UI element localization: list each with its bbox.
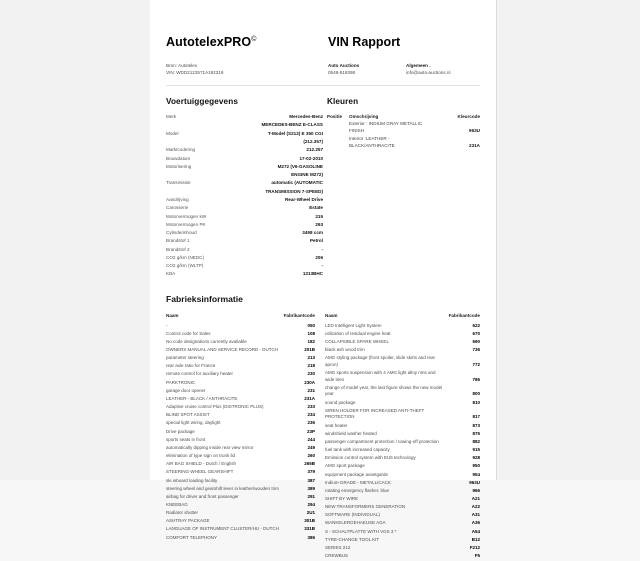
factory-left-header-row [166, 313, 315, 323]
factory-right-column [323, 313, 480, 561]
factory-right-head [325, 313, 480, 323]
vehicle-row [166, 197, 323, 205]
factory-row [166, 469, 315, 477]
factory-left-body [166, 323, 315, 543]
vehicle-row-value: TRANSMISSION 7-SPEED) [265, 188, 323, 194]
auction-phone: 0548-516398 [328, 70, 356, 76]
factory-row [166, 510, 315, 518]
factory-row-code: 249 [307, 444, 315, 450]
colors-header-row [327, 114, 480, 119]
header-divider [166, 85, 480, 86]
factory-row-code: A22 [471, 504, 480, 510]
factory-row [166, 535, 315, 543]
factory-row-name: OWNERS MANUAL AND SERVICE RECORD - DUTCH [166, 347, 279, 353]
factory-row-name: steering wheel and gearshift lever in leather/wooden trim [166, 485, 279, 491]
vehicle-row [166, 164, 323, 172]
factory-row [166, 347, 315, 355]
vehicle-row-value: Estate [309, 205, 323, 211]
vehicle-row [166, 230, 323, 238]
factory-row-name: ski inboard loading facility [166, 477, 218, 483]
factory-row-code: 736 [472, 347, 480, 353]
factory-row-name: - [166, 322, 168, 328]
vehicle-row-value: 3498 ccm [302, 230, 323, 236]
factory-row-name: TYRE-CHANGE TOOL KIT [325, 536, 380, 542]
general-email: info@auto-auctions.nl [406, 70, 451, 76]
factory-row-code: 231A [304, 395, 315, 401]
vehicle-row-key: Aandrijving [166, 196, 189, 202]
vehicle-row-key: CO2 g/km (NEDC) [166, 254, 205, 260]
factory-row-code: 772 [472, 361, 480, 367]
factory-row-code: 294 [307, 501, 315, 507]
factory-row-code: 2U1 [306, 510, 315, 516]
factory-left-head [166, 313, 315, 323]
factory-row-name: change of model year, the last figure shows the new model year [325, 384, 443, 397]
factory-row-code: 301B [304, 518, 315, 524]
factory-section-title: Fabrieksinformatie [166, 293, 243, 304]
vehicle-row-key [166, 122, 228, 130]
factory-row-code: A31 [471, 512, 480, 518]
factory-row-code: F212 [469, 544, 480, 550]
factory-row [166, 502, 315, 510]
factory-row-name: black ash wood trim [325, 347, 365, 353]
factory-row-code: 882 [472, 438, 480, 444]
factory-row [325, 347, 480, 355]
factory-row-code: 915 [472, 447, 480, 453]
color-position [327, 136, 349, 150]
colors-section-title: Kleuren [327, 97, 359, 107]
factory-row [325, 370, 480, 385]
factory-row-code: 873 [472, 422, 480, 428]
factory-row-name: AMG sport package [325, 463, 365, 469]
factory-row-code: 218 [307, 363, 315, 369]
factory-row [325, 400, 480, 408]
factory-row [325, 339, 480, 347]
vehicle-table-body [166, 114, 323, 280]
factory-row [325, 545, 480, 553]
vehicle-row-value: Rear-Wheel Drive [284, 196, 323, 202]
factory-row-name: sound package [325, 399, 356, 405]
factory-row-code: F5 [474, 553, 480, 559]
vehicle-row-key: Brandstof 2 [166, 246, 190, 252]
factory-row-name: fuel tank with increased capacity [325, 447, 390, 453]
factory-row [166, 388, 315, 396]
factory-row-name: LEATHER - BLACK / ANTHRACITE [166, 395, 238, 401]
factory-row [166, 323, 315, 331]
general-info [406, 62, 480, 76]
factory-row-code: A36 [471, 520, 480, 526]
factory-row [325, 455, 480, 463]
factory-row [325, 463, 480, 471]
factory-row [166, 420, 315, 428]
vehicle-row-value: ENGINE M272) [291, 172, 323, 178]
colors-header-code: Kleurcode [457, 114, 480, 120]
vehicle-row-value: 293 [315, 221, 323, 227]
color-code: 963U [469, 128, 480, 134]
factory-row-name: rear axle ratio for France [166, 363, 216, 369]
factory-row-code: 234 [307, 412, 315, 418]
factory-row [325, 496, 480, 504]
factory-row [325, 480, 480, 488]
color-position [327, 121, 349, 135]
colors-header-description: Omschrijving [349, 114, 379, 120]
factory-row-name: SERIES 212 [325, 544, 351, 550]
colors-rows [327, 121, 480, 150]
factory-row [325, 439, 480, 447]
factory-row-code: 23P [306, 428, 315, 434]
factory-right-body [325, 323, 480, 561]
factory-row [166, 478, 315, 486]
factory-row-code: 817 [472, 414, 480, 420]
vehicle-row-value: 212.257 [306, 147, 323, 153]
factory-row [325, 408, 480, 423]
report-header [166, 36, 480, 50]
factory-row-code: A21 [471, 495, 480, 501]
upper-sections [166, 97, 480, 280]
factory-row-code: 928 [472, 455, 480, 461]
vehicle-section [166, 97, 327, 280]
colors-section [327, 97, 480, 280]
factory-row-name: Indium-GRADE - METALLICACK [325, 479, 391, 485]
factory-row [166, 371, 315, 379]
factory-row-code: B12 [471, 536, 480, 542]
factory-row-name: sports seats in front [166, 436, 206, 442]
vehicle-row-value: 17-02-2010 [299, 155, 323, 161]
vehicle-row-key: CO2 g/km (WLTP) [166, 263, 204, 269]
vehicle-row-key: Motorvermogen PK [166, 221, 206, 227]
factory-row-name: AIR BAG SHIELD - Dutch / English [166, 461, 237, 467]
vehicle-row [166, 156, 323, 164]
factory-row-name: Control code for Sales [166, 330, 211, 336]
vehicle-row-value: Petrol [309, 238, 323, 244]
factory-row-name: Adaptive cruise control Plus (DISTRONIC PLUS) [166, 404, 264, 410]
vehicle-row-value: Mercedes-Benz [289, 114, 323, 120]
factory-row-name: No code designations currently available [166, 338, 247, 344]
vehicle-row-value: automatic (AUTOMATIC [271, 180, 323, 186]
vehicle-row-value: 1313BHC [302, 271, 323, 277]
vehicle-row-key [166, 139, 228, 147]
factory-left-header-name: Naam [166, 312, 179, 318]
factory-row-name: Radiator shutter [166, 510, 199, 516]
factory-row-code: 244 [307, 436, 315, 442]
factory-row-name: SHIFT BY WIRE [325, 495, 359, 501]
factory-row-code: 389 [307, 485, 315, 491]
factory-row [166, 363, 315, 371]
title-column [328, 36, 480, 50]
factory-row-code: 690 [472, 338, 480, 344]
vehicle-row [166, 238, 323, 246]
factory-row-name: ASHTRAY PACKAGE [166, 518, 210, 524]
vehicle-row [166, 263, 323, 271]
factory-row-code: 230A [304, 379, 315, 385]
factory-left-header-code: Fabrikantcode [283, 312, 315, 318]
factory-row-name: AMG sports suspension with 4 AMG light alloy rims and wide tires [325, 369, 436, 382]
vehicle-row [166, 147, 323, 155]
factory-row-name: LED Intelligent Light System [325, 322, 382, 328]
factory-row [325, 553, 480, 561]
vehicle-row-key: Motorvermogen kW [166, 213, 207, 219]
vehicle-row-key: Marktcodering [166, 147, 196, 153]
factory-row-code: 622 [472, 322, 480, 328]
factory-row [325, 537, 480, 545]
source-label: Bron: Autotelex [166, 62, 198, 68]
factory-row-name: remote control for auxiliary heater [166, 371, 234, 377]
factory-row-name: LANGUAGE OF INSTRUMENT CLUSTER/HU - DUTCH [166, 526, 279, 532]
vehicle-row [166, 271, 323, 279]
vehicle-row [166, 247, 323, 255]
factory-row-code: 201B [304, 347, 315, 353]
factory-row-name: AMG styling package (front spoiler, slide skirts and rear apron) [325, 355, 436, 367]
vehicle-row [166, 205, 323, 213]
factory-row [325, 512, 480, 520]
factory-row-name: COLLAPSIBLE SPARE WHEEL [325, 338, 389, 344]
factory-row [166, 518, 315, 526]
factory-row-code: 387 [307, 477, 315, 483]
vehicle-row-key [166, 172, 228, 180]
factory-row-code: 233 [307, 404, 315, 410]
factory-row-name: Drive package [166, 428, 195, 434]
vehicle-row [166, 189, 323, 197]
factory-row [325, 529, 480, 537]
auction-name: Auto Auctions [328, 62, 360, 68]
factory-left-table [166, 313, 315, 543]
factory-row-name: passenger compartment protection / towing-off protection [325, 438, 439, 444]
general-label: Algemeen . [406, 62, 431, 68]
vehicle-row [166, 255, 323, 263]
factory-row-name: BLIND SPOT ASSIST [166, 412, 210, 418]
factory-row-code: 786 [472, 376, 480, 382]
factory-row-name: KNEEBAG [166, 501, 188, 507]
vehicle-row [166, 214, 323, 222]
vehicle-row-key: Motorisering [166, 163, 192, 169]
factory-row-code: 875 [472, 430, 480, 436]
factory-right-header-row [325, 313, 480, 323]
factory-row-name: elimination of type sign on trunk lid [166, 453, 236, 459]
factory-row-code: 213 [307, 355, 315, 361]
brand-title [166, 36, 328, 50]
factory-row-name: PARKTRONIC [166, 379, 196, 385]
factory-row-code: 230 [307, 371, 315, 377]
factory-row-name: SIREN HOLDER FOR INCREASED ANTI-THEFT PROTECTION [325, 407, 425, 420]
factory-row [166, 437, 315, 445]
factory-row-name: S - SCHALTPLATTE WITH VGS 3 * [325, 528, 397, 534]
vehicle-row-value: (212.357) [303, 138, 323, 144]
factory-row [166, 494, 315, 502]
factory-row-name: NEW TRANSFORMERS GENERATION [325, 504, 406, 510]
factory-row [166, 429, 315, 437]
factory-row-code: 966 [472, 487, 480, 493]
vehicle-row-value: 206 [315, 254, 323, 260]
factory-row-code: 291 [307, 493, 315, 499]
auction-info [328, 62, 406, 76]
brand-title-text: AutotelexPRO [166, 35, 252, 50]
vehicle-row-value: - [321, 246, 323, 252]
vehicle-row-key [166, 189, 228, 197]
vehicle-row [166, 222, 323, 230]
vehicle-row-value: T-Model (S212) E 350 CGI [267, 130, 323, 136]
factory-row-code: A54 [471, 528, 480, 534]
factory-row-name: special light wiring, daylight [166, 420, 221, 426]
vehicle-row [166, 122, 323, 130]
factory-section [166, 294, 480, 561]
factory-row [325, 385, 480, 400]
color-row [327, 121, 480, 135]
report-page [150, 0, 497, 559]
factory-row-code: 386 [307, 534, 315, 540]
vehicle-row-key: Model [166, 130, 179, 136]
factory-row-code: 950 [472, 463, 480, 469]
vehicle-table [166, 114, 323, 280]
color-row [327, 136, 480, 150]
factory-row-code: 670 [472, 330, 480, 336]
factory-right-header-name: Naam [325, 312, 338, 318]
factory-row [166, 445, 315, 453]
factory-row [325, 447, 480, 455]
factory-row [166, 396, 315, 404]
vehicle-row-value: MERCEDES-BENZ E-CLASS [261, 122, 323, 128]
factory-row-code: 236 [307, 420, 315, 426]
factory-row [325, 488, 480, 496]
vehicle-section-title: Voertuiggegevens [166, 97, 238, 107]
vehicle-row [166, 172, 323, 180]
factory-row-name: equipment package avantgarde [325, 471, 389, 477]
factory-row-code: 050 [307, 322, 315, 328]
factory-row-code: 800 [472, 391, 480, 397]
factory-row [325, 323, 480, 331]
factory-row-name: CREWBUS [325, 553, 349, 559]
factory-row-code: 379 [307, 469, 315, 475]
factory-row-name: rotating emergency flasher, blue [325, 487, 390, 493]
vehicle-row [166, 131, 323, 139]
vehicle-row [166, 180, 323, 188]
factory-right-table [325, 313, 480, 561]
factory-left-column [166, 313, 323, 561]
factory-row-name: automatically dipping inside rear view mirror [166, 444, 254, 450]
factory-row [166, 331, 315, 339]
factory-row [325, 431, 480, 439]
vehicle-row-value: 215 [315, 213, 323, 219]
factory-row [325, 504, 480, 512]
factory-row [166, 412, 315, 420]
factory-row-name: SOFTWARE (INDIVIDUAL) [325, 512, 380, 518]
color-description: Interior :LEATHER - BLACK/ANTHRACITE [349, 135, 395, 148]
vehicle-row [166, 114, 323, 122]
factory-row [166, 339, 315, 347]
factory-row-code: 260 [307, 453, 315, 459]
factory-row-name: seat heater [325, 422, 348, 428]
vehicle-row-key: Carosserie [166, 205, 189, 211]
factory-row-name: windshield washer heated [325, 430, 377, 436]
source-info [166, 62, 328, 76]
factory-row-name: parameter steering [166, 355, 204, 361]
factory-columns [166, 313, 480, 561]
colors-header-position: Positie [327, 114, 343, 120]
vehicle-row [166, 139, 323, 147]
factory-row-name: WANKELERGEHAEUSE AGA [325, 520, 386, 526]
factory-row-name: utilization of residual engine heat [325, 330, 391, 336]
factory-row [166, 526, 315, 534]
vehicle-row-value: - [321, 263, 323, 269]
factory-row-code: 963U [469, 479, 480, 485]
factory-row [325, 423, 480, 431]
factory-row [325, 355, 480, 370]
factory-row-code: 108 [307, 330, 315, 336]
brand-column [166, 36, 328, 50]
factory-row-code: 331B [304, 526, 315, 532]
factory-row-name: airbag for driver and front passenger [166, 493, 239, 499]
factory-row [325, 520, 480, 528]
vehicle-row-key: Merk [166, 114, 177, 120]
registered-mark-icon: © [251, 36, 257, 43]
factory-row-code: 810 [472, 399, 480, 405]
color-description: Exterior : INDIUM GRAY METALLIC FINISH [349, 121, 423, 134]
vehicle-row-key: Brandstof 1 [166, 238, 190, 244]
factory-row [166, 404, 315, 412]
factory-row-name: garage door opener [166, 387, 206, 393]
vehicle-row-key: Transmissie [166, 180, 191, 186]
vehicle-row-value: M272 (V6-GASOLINE [277, 163, 323, 169]
vehicle-row-key: KBA [166, 271, 176, 277]
color-code: 231A [469, 142, 480, 148]
vin-label: VIN: WDD2122571A192319 [166, 70, 224, 76]
factory-row [166, 461, 315, 469]
factory-row [166, 380, 315, 388]
page-title: VIN Rapport [328, 35, 401, 49]
factory-row-name: STEERING-WHEEL GEARSHIFT [166, 469, 234, 475]
factory-row [325, 331, 480, 339]
factory-row-name: COMFORT TELEPHONY [166, 534, 218, 540]
factory-row-code: 182 [307, 338, 315, 344]
factory-row [166, 453, 315, 461]
factory-row-name: Emission control system with EU5 technology [325, 455, 416, 461]
vehicle-row-key: Cylinderinhoud [166, 230, 197, 236]
header-meta [166, 62, 480, 76]
factory-row-code: 265B [304, 461, 315, 467]
factory-row [325, 472, 480, 480]
vehicle-row-key: Bouwdatum [166, 155, 191, 161]
factory-row [166, 486, 315, 494]
factory-row-code: 231 [307, 387, 315, 393]
factory-row [166, 355, 315, 363]
factory-row-code: 954 [472, 471, 480, 477]
factory-right-header-code: Fabrikantcode [448, 312, 480, 318]
